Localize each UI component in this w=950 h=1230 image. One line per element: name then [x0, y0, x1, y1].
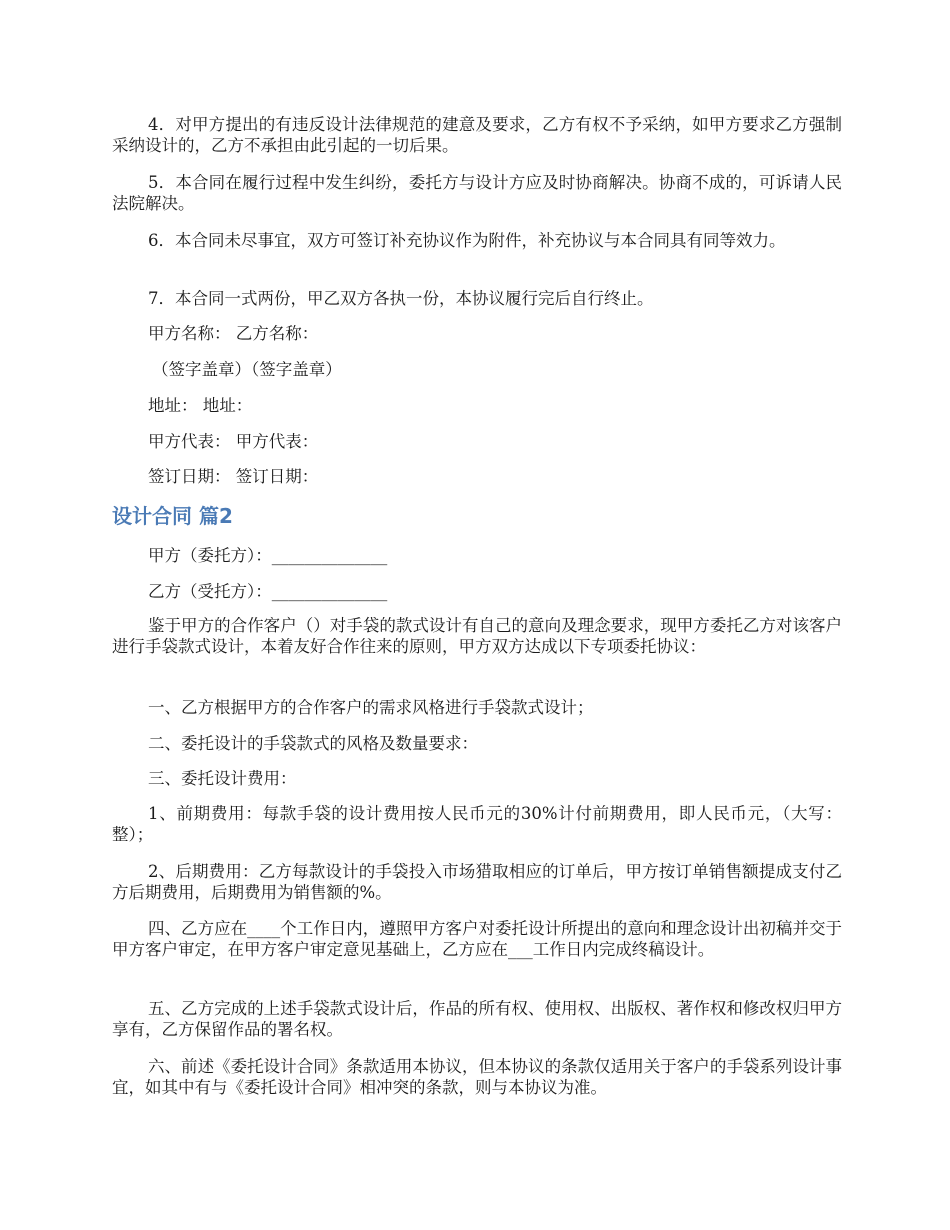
clause-7: 7．本合同一式两份，甲乙双方各执一份，本协议履行完后自行终止。: [148, 289, 654, 308]
clause-4: 4．对甲方提出的有违反设计法律规范的建意及要求，乙方有权不予采纳，如甲方要求乙方强制采纳设计的，乙方不承担由此引起的一切后果。: [112, 115, 842, 155]
clause-6: 6．本合同未尽事宜，双方可签订补充协议作为附件，补充协议与本合同具有同等效力。: [148, 231, 786, 250]
signature-seal-line: （签字盖章）（签字盖章）: [152, 360, 342, 379]
party-names-line: 甲方名称： 乙方名称：: [148, 324, 319, 343]
address-line: 地址： 地址：: [148, 396, 253, 415]
fee-1: 1、前期费用：每款手袋的设计费用按人民币元的30%计付前期费用，即人民币元，（大写：整）；: [112, 804, 842, 844]
clause-5: 5．本合同在履行过程中发生纠纷，委托方与设计方应及时协商解决。协商不成的，可诉请人民法院解决。: [112, 173, 842, 213]
representative-line: 甲方代表： 甲方代表：: [148, 432, 319, 451]
sign-date-line: 签订日期： 签订日期：: [148, 467, 319, 486]
item-5: 五、乙方完成的上述手袋款式设计后，作品的所有权、使用权、出版权、著作权和修改权归甲方享有，乙方保留作品的署名权。: [112, 999, 842, 1039]
party-a-line: 甲方（委托方）：______________: [148, 546, 388, 565]
item-1: 一、乙方根据甲方的合作客户的需求风格进行手袋款式设计；: [148, 698, 594, 717]
party-b-line: 乙方（受托方）：______________: [148, 582, 388, 601]
item-3: 三、委托设计费用：: [148, 769, 297, 788]
item-6: 六、前述《委托设计合同》条款适用本协议，但本协议的条款仅适用关于客户的手袋系列设计事宜，如其中有与《委托设计合同》相冲突的条款，则与本协议为准。: [112, 1057, 842, 1097]
fee-2: 2、后期费用：乙方每款设计的手袋投入市场猎取相应的订单后，甲方按订单销售额提成支付乙方后期费用，后期费用为销售额的%。: [112, 862, 842, 902]
intro-paragraph: 鉴于甲方的合作客户（）对手袋的款式设计有自己的意向及理念要求，现甲方委托乙方对该客户进行手袋款式设计，本着友好合作往来的原则，甲方双方达成以下专项委托协议：: [112, 616, 842, 656]
item-2: 二、委托设计的手袋款式的风格及数量要求：: [148, 734, 478, 753]
item-4: 四、乙方应在____个工作日内，遵照甲方客户对委托设计所提出的意向和理念设计出初稿并交于甲方客户审定，在甲方客户审定意见基础上，乙方应在___工作日内完成终稿设计。: [112, 919, 842, 959]
section-heading: 设计合同 篇2: [112, 504, 233, 528]
